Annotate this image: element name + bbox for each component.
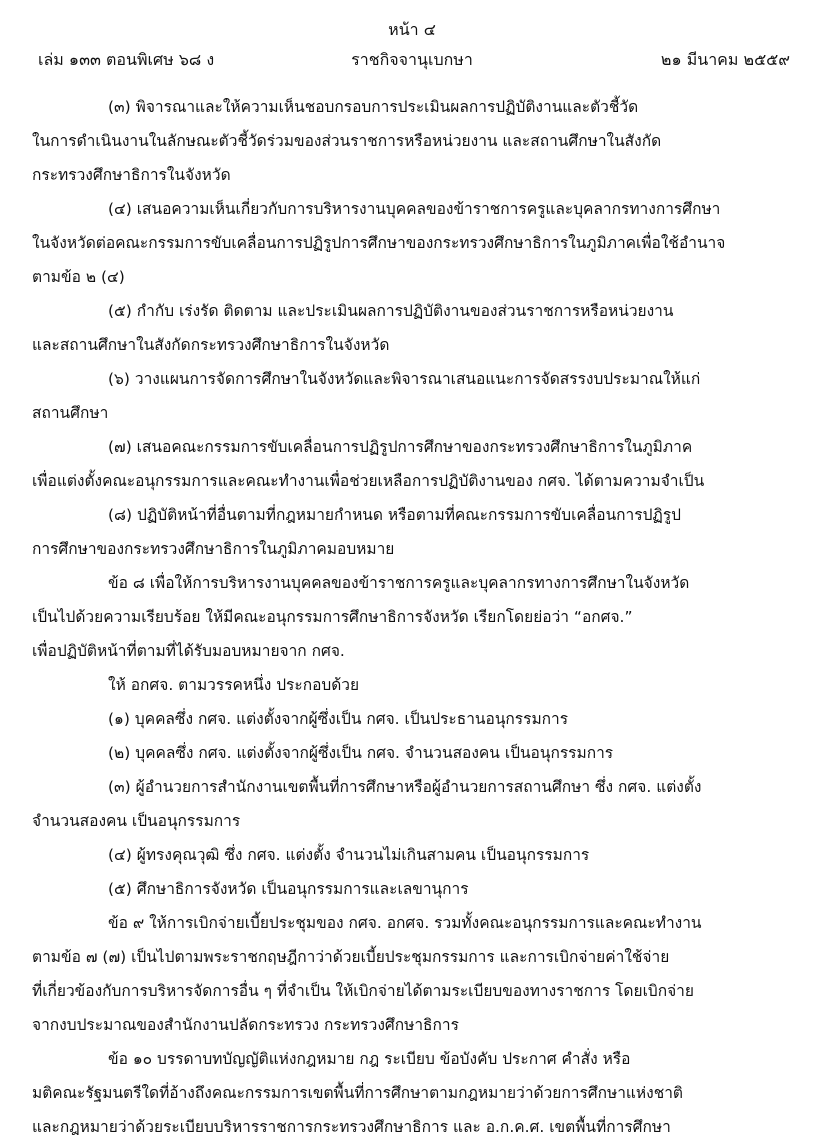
text-line: (๖) วางแผนการจัดการศึกษาในจังหวัดและพิจารณาเสนอแนะการจัดสรรงบประมาณให้แก่ [108, 370, 701, 388]
paragraph [32, 838, 798, 872]
text-line: ตามข้อ ๗ (๗) เป็นไปตามพระราชกฤษฎีกาว่าด้วยเบี้ยประชุมกรรมการ และการเบิกจ่ายค่าใช้จ่าย [32, 948, 670, 966]
text-line: (๓) ผู้อำนวยการสำนักงานเขตพื้นที่การศึกษาหรือผู้อำนวยการสถานศึกษา ซึ่ง กศจ. แต่งตั้ง [108, 778, 702, 796]
text-line: มติคณะรัฐมนตรีใดที่อ้างถึงคณะกรรมการเขตพื้นที่การศึกษาตามกฎหมายว่าด้วยการศึกษาแห่งชาติ [32, 1084, 683, 1102]
paragraph [32, 430, 798, 498]
text-line: ที่เกี่ยวข้องกับการบริหารจัดการอื่น ๆ ที่จำเป็น ให้เบิกจ่ายได้ตามระเบียบของทางราชการ โดยเบิกจ่าย [32, 982, 694, 1000]
page-number: หน้า ๔ [388, 20, 436, 39]
text-line: (๕) กำกับ เร่งรัด ติดตาม และประเมินผลการปฏิบัติงานของส่วนราชการหรือหน่วยงาน [108, 302, 674, 320]
gazette-title: ราชกิจจานุเบกษา [351, 50, 473, 69]
text-line: ข้อ ๑๐ บรรดาบทบัญญัติแห่งกฎหมาย กฎ ระเบียบ ข้อบังคับ ประกาศ คำสั่ง หรือ [108, 1050, 631, 1068]
paragraph [32, 294, 798, 362]
paragraph [32, 1042, 798, 1144]
gazette-header [0, 0, 824, 80]
text-line: สถานศึกษา [32, 404, 109, 422]
text-line: จากงบประมาณของสำนักงานปลัดกระทรวง กระทรวงศึกษาธิการ [32, 1016, 459, 1034]
paragraph [32, 192, 798, 294]
text-line: (๗) เสนอคณะกรรมการขับเคลื่อนการปฏิรูปการศึกษาของกระทรวงศึกษาธิการในภูมิภาค [108, 438, 693, 456]
text-line: ในการดำเนินงานในลักษณะตัวชี้วัดร่วมของส่วนราชการหรือหน่วยงาน และสถานศึกษาในสังกัด [32, 132, 662, 150]
text-line: (๘) ปฏิบัติหน้าที่อื่นตามที่กฎหมายกำหนด หรือตามที่คณะกรรมการขับเคลื่อนการปฏิรูป [108, 506, 682, 524]
text-line: ในจังหวัดต่อคณะกรรมการขับเคลื่อนการปฏิรูปการศึกษาของกระทรวงศึกษาธิการในภูมิภาคเพื่อใช้อำนาจ [32, 234, 726, 252]
paragraph [32, 566, 798, 668]
text-line: และสถานศึกษาในสังกัดกระทรวงศึกษาธิการในจังหวัด [32, 336, 390, 354]
text-line: ข้อ ๘ เพื่อให้การบริหารงานบุคคลของข้าราชการครูและบุคลากรทางการศึกษาในจังหวัด [108, 574, 690, 592]
paragraph [32, 770, 798, 838]
text-line: (๔) ผู้ทรงคุณวุฒิ ซึ่ง กศจ. แต่งตั้ง จำนวนไม่เกินสามคน เป็นอนุกรรมการ [108, 846, 590, 864]
text-line: จำนวนสองคน เป็นอนุกรรมการ [32, 812, 241, 830]
text-line: การศึกษาของกระทรวงศึกษาธิการในภูมิภาคมอบหมาย [32, 540, 395, 558]
text-line: เพื่อปฏิบัติหน้าที่ตามที่ได้รับมอบหมายจาก กศจ. [32, 642, 345, 660]
paragraph [32, 702, 798, 736]
paragraph [32, 498, 798, 566]
paragraph [32, 736, 798, 770]
text-line: เพื่อแต่งตั้งคณะอนุกรรมการและคณะทำงานเพื่อช่วยเหลือการปฏิบัติงานของ กศจ. ได้ตามความจำเป็น [32, 472, 705, 490]
text-line: เป็นไปด้วยความเรียบร้อย ให้มีคณะอนุกรรมการศึกษาธิการจังหวัด เรียกโดยย่อว่า “อกศจ.” [32, 608, 633, 626]
document-body [32, 90, 798, 1144]
text-line: ตามข้อ ๒ (๔) [32, 268, 125, 286]
text-line: ให้ อกศจ. ตามวรรคหนึ่ง ประกอบด้วย [108, 676, 360, 694]
text-line: (๒) บุคคลซึ่ง กศจ. แต่งตั้งจากผู้ซึ่งเป็น กศจ. จำนวนสองคน เป็นอนุกรรมการ [108, 744, 614, 762]
paragraph [32, 668, 798, 702]
publication-date: ๒๑ มีนาคม ๒๕๕๙ [660, 50, 790, 69]
paragraph [32, 906, 798, 1042]
text-line: (๔) เสนอความเห็นเกี่ยวกับการบริหารงานบุคคลของข้าราชการครูและบุคลากรทางการศึกษา [108, 200, 721, 218]
paragraph [32, 90, 798, 192]
text-line: (๕) ศึกษาธิการจังหวัด เป็นอนุกรรมการและเลขานุการ [108, 880, 469, 898]
text-line: กระทรวงศึกษาธิการในจังหวัด [32, 166, 231, 184]
paragraph [32, 872, 798, 906]
text-line: ข้อ ๙ ให้การเบิกจ่ายเบี้ยประชุมของ กศจ. อกศจ. รวมทั้งคณะอนุกรรมการและคณะทำงาน [108, 914, 702, 932]
text-line: และกฎหมายว่าด้วยระเบียบบริหารราชการกระทรวงศึกษาธิการ และ อ.ก.ค.ศ. เขตพื้นที่การศึกษา [32, 1118, 671, 1136]
paragraph [32, 362, 798, 430]
volume-info: เล่ม ๑๓๓ ตอนพิเศษ ๖๘ ง [38, 50, 215, 69]
text-line: (๑) บุคคลซึ่ง กศจ. แต่งตั้งจากผู้ซึ่งเป็น กศจ. เป็นประธานอนุกรรมการ [108, 710, 569, 728]
text-line: (๓) พิจารณาและให้ความเห็นชอบกรอบการประเมินผลการปฏิบัติงานและตัวชี้วัด [108, 98, 639, 116]
